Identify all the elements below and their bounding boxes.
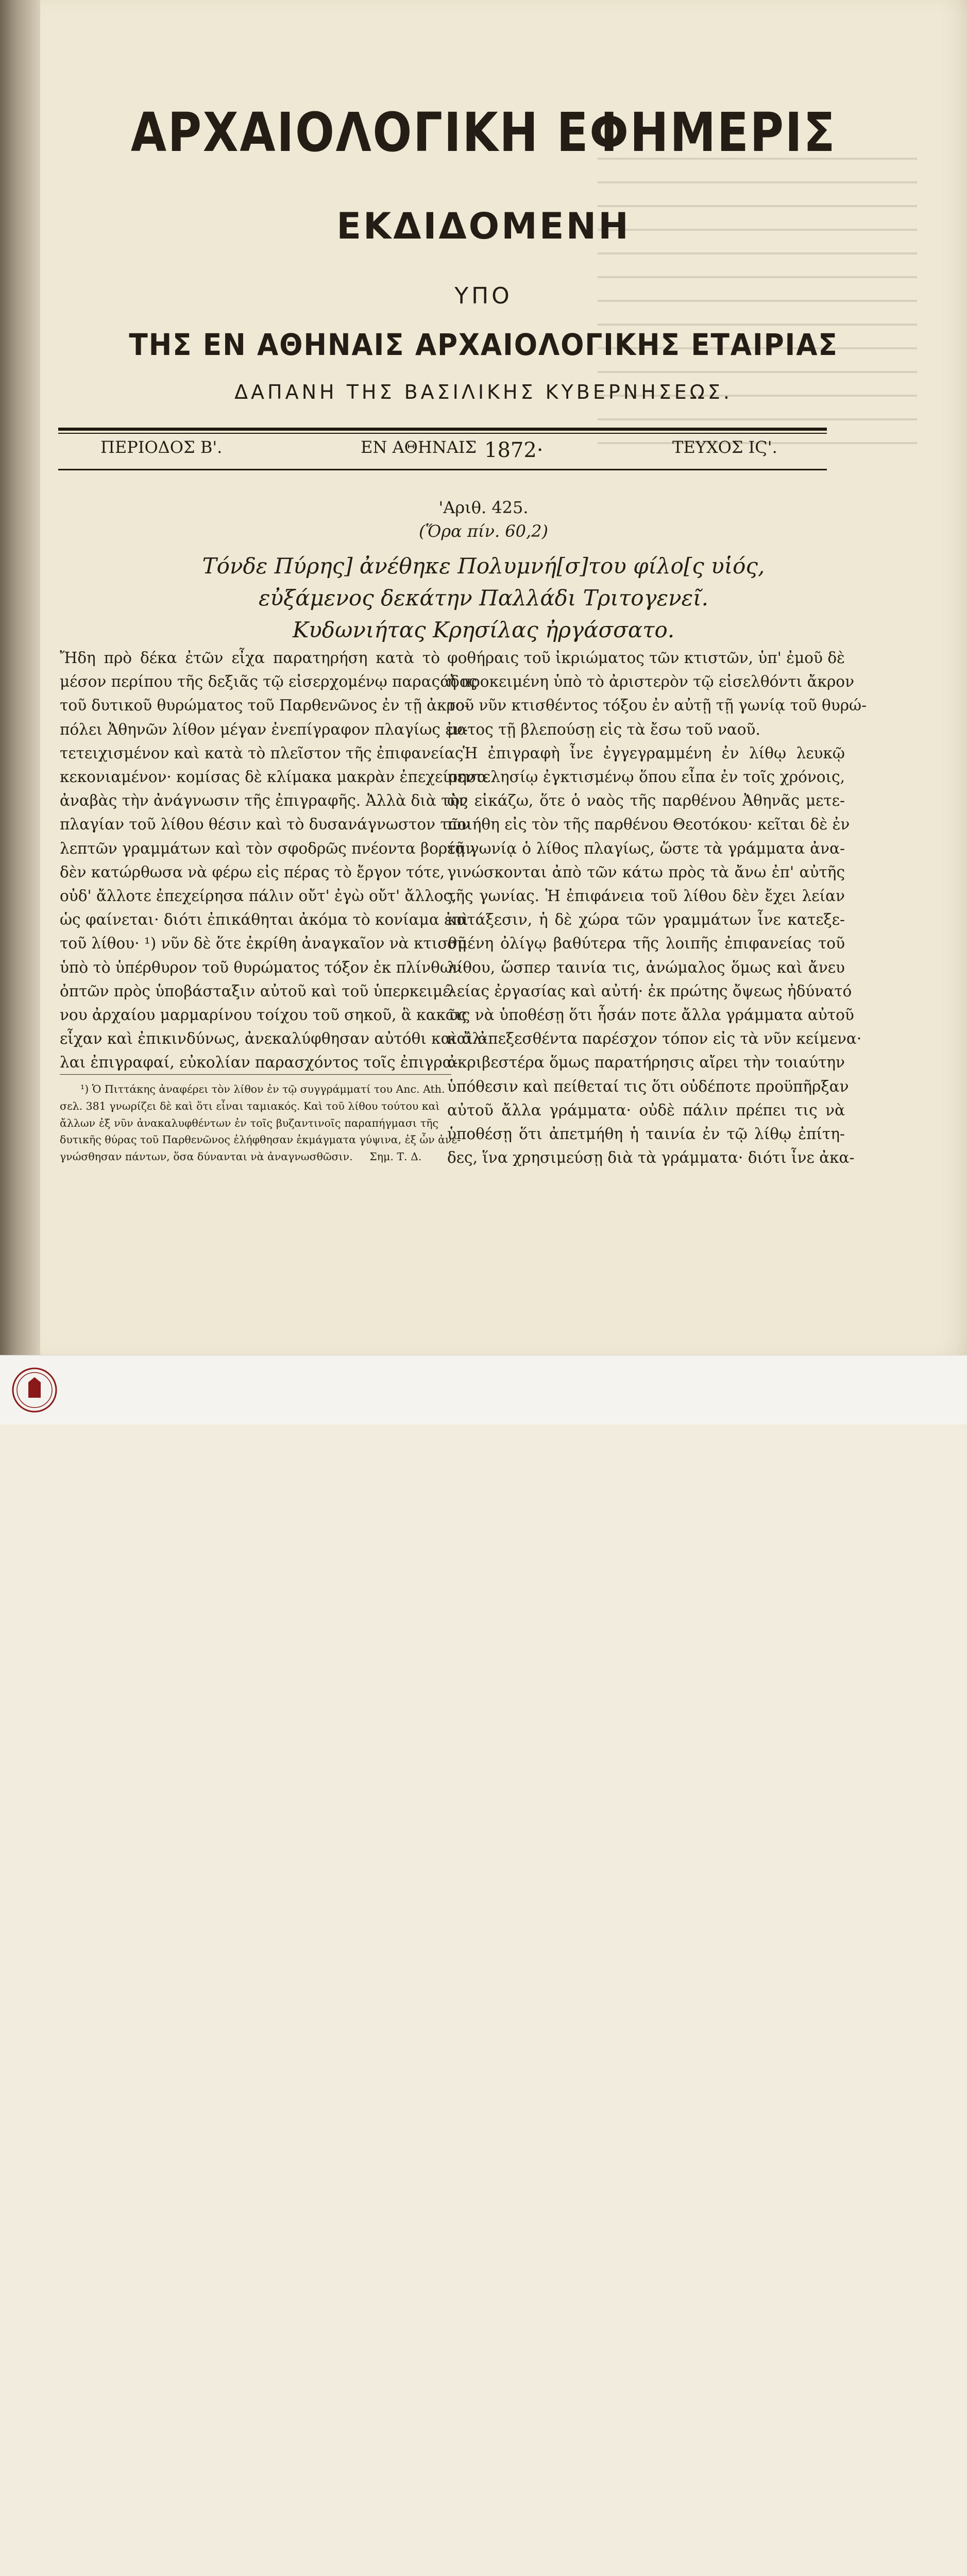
text-line: κατάξεσιν, ἡ δὲ χώρα τῶν γραμμάτων ἶνε κατεξε- — [447, 911, 845, 929]
text-line: δες, ἵνα χρησιμεύσῃ διὰ τὰ γράμματα· διότι ἶνε ἀκα- — [447, 1149, 855, 1167]
masthead-rule-bottom — [58, 469, 827, 470]
footnote — [60, 1081, 461, 1165]
text-line: ἀκριβεστέρα ὅμως παρατήρησις αἴρει τὴν τοιαύτην — [447, 1054, 845, 1072]
footnote-line: ¹) Ὁ Πιττάκης ἀναφέρει τὸν λίθον ἐν τῷ συγγράμματί του Anc. Ath. — [80, 1083, 445, 1095]
text-line: πεντελησίῳ ἐγκτισμένῳ ὅπου εἶπα ἐν τοῖς χρόνοις, — [447, 768, 845, 786]
text-line: ποιήθη εἰς τὸν τῆς παρθένου Θεοτόκου· κεῖται δὲ ἐν — [447, 816, 850, 834]
left-column — [60, 646, 487, 1075]
journal-subtitle: ΕΚΔΙΔΟΜΕΝΗ — [336, 205, 631, 247]
right-column — [447, 646, 867, 1170]
text-line: ὑπὸ τὸ ὑπέρθυρον τοῦ θυρώματος τόξον ἐκ πλίνθων — [60, 958, 462, 976]
plate-reference: (Ὅρα πίν. 60,2) — [418, 521, 549, 541]
text-line: ὡς φαίνεται· διότι ἐπικάθηται ἀκόμα τὸ κονίαμα ἐπὶ — [60, 911, 468, 929]
by-line: ΥΠΟ — [454, 283, 513, 309]
footnote-line: ἄλλων ἐξ νῦν ἀνακαλυφθέντων ἐν τοῖς βυζαντινοῖς παραπήγμασι τῆς — [60, 1116, 438, 1129]
text-line: λεπτῶν γραμμάτων καὶ τὸν σφοδρῶς πνέοντα βορέαν — [60, 839, 475, 857]
society-name: ΤΗΣ ΕΝ ΑΘΗΝΑΙΣ ΑΡΧΑΙΟΛΟΓΙΚΗΣ ΕΤΑΙΡΙΑΣ — [129, 327, 838, 362]
text-line: Ἤδη πρὸ δέκα ἐτῶν εἶχα παρατηρήση κατὰ τὸ — [60, 649, 440, 667]
text-line: ἡ προκειμένη ὑπὸ τὸ ἀριστερὸν τῷ εἰσελθόντι ἄκρον — [447, 673, 855, 691]
inscription-line: Τόνδε Πύρης] ἀνέθηκε Πολυμνή[σ]του φίλο[ς υἱός, — [202, 553, 765, 579]
text-line: τετειχισμένον καὶ κατὰ τὸ πλεῖστον τῆς ἐπιφανείας — [60, 744, 464, 762]
text-line: λαι ἐπιγραφαί, εὐκολίαν παρασχόντος τοῖς ἐπιγρα- — [60, 1054, 458, 1072]
text-line: ὡς εἰκάζω, ὅτε ὁ ναὸς τῆς παρθένου Ἀθηνᾶς μετε- — [447, 792, 845, 810]
footnote-rule — [60, 1074, 451, 1075]
article-number: 'Αριθ. 425. — [438, 498, 529, 517]
text-line: δὲν κατώρθωσα νὰ φέρω εἰς πέρας τὸ ἔργον τότε, — [60, 863, 445, 881]
text-line: Ἡ ἐπιγραφὴ ἶνε ἐγγεγραμμένη ἐν λίθῳ λευκῷ — [463, 744, 845, 762]
footnote-line: σελ. 381 γνωρίζει δὲ καὶ ὅτι εἶναι ταμιακός. Καὶ τοῦ λίθου τούτου καὶ — [60, 1099, 440, 1112]
text-line: ὑποθέσῃ ὅτι ἀπετμήθη ἡ ταινία ἐν τῷ λίθῳ ἐπίτη- — [447, 1125, 845, 1143]
footnote-line: γνώσθησαν πάντων, ὅσα δύνανται νὰ ἀναγνωσθῶσιν. Σημ. Τ. Δ. — [60, 1150, 422, 1163]
text-line: ματος τῇ βλεπούσῃ εἰς τὰ ἔσω τοῦ ναοῦ. — [447, 720, 760, 738]
text-line: μέσον περίπου τῆς δεξιᾶς τῷ εἰσερχομένῳ παραςάδος — [60, 673, 478, 691]
binding-edge — [0, 0, 40, 1355]
masthead-rule-top-thin — [58, 433, 827, 434]
expense-line: ΔΑΠΑΝΗ ΤΗΣ ΒΑΣΙΛΙΚΗΣ ΚΥΒΕΡΝΗΣΕΩΣ. — [234, 381, 733, 403]
text-line: αὐτοῦ ἄλλα γράμματα· οὐδὲ πάλιν πρέπει τις νὰ — [447, 1101, 845, 1119]
masthead-rule-top — [58, 428, 827, 431]
issue-label: ΤΕΥΧΟΣ ΙϚ'. — [672, 437, 777, 457]
text-line: πόλει Ἀθηνῶν λίθον μέγαν ἐνεπίγραφον πλαγίως ἐν- — [60, 720, 468, 738]
text-line: τοῦ λίθου· ¹) νῦν δὲ ὅτε ἐκρίθη ἀναγκαῖον νὰ κτισθῇ — [60, 935, 466, 953]
text-line: κεκονιαμένον· κομίσας δὲ κλίμακα μακρὰν ἐπεχείρησα — [60, 768, 487, 786]
place-label: ΕΝ ΑΘΗΝΑΙΣ — [361, 437, 477, 457]
text-line: πλαγίαν τοῦ λίθου θέσιν καὶ τὸ δυσανάγνωστον τῶν — [60, 816, 470, 834]
text-line: σμένη ὀλίγῳ βαθύτερα τῆς λοιπῆς ἐπιφανείας τοῦ — [447, 935, 845, 953]
text-line: γινώσκονται ἀπὸ τῶν κάτω πρὸς τὰ ἄνω ἐπ' αὐτῆς — [447, 863, 845, 881]
text-line: λείας ἐργασίας καὶ αὐτή· ἐκ πρώτης ὄψεως ἠδύνατό — [447, 982, 852, 1000]
text-line: νου ἀρχαίου μαρμαρίνου τοίχου τοῦ σηκοῦ, ἃ κακῶς — [60, 1006, 467, 1024]
inscription-line: εὐξάμενος δεκάτην Παλλάδι Τριτογενεῖ. — [258, 585, 709, 611]
text-line: ἀναβὰς τὴν ἀνάγνωσιν τῆς ἐπιγραφῆς. Ἀλλὰ διὰ τὴν — [60, 792, 468, 810]
text-line: οὐδ' ἄλλοτε ἐπεχείρησα πάλιν οὔτ' ἐγὼ οὔτ' ἄλλος, — [60, 887, 457, 905]
period-label: ΠΕΡΙΟΔΟΣ Β'. — [100, 437, 223, 457]
year-label: 1872· — [484, 438, 544, 462]
text-line: λίθου, ὥσπερ ταινία τις, ἀνώμαλος ὅμως καὶ ἄνευ — [447, 958, 845, 976]
text-line: τις νὰ ὑποθέσῃ ὅτι ἦσάν ποτε ἄλλα γράμματα αὐτοῦ — [447, 1006, 854, 1024]
inscription-line: Κυδωνιήτας Κρησίλας ἠργάσσατο. — [292, 617, 675, 642]
university-seal-icon — [11, 1367, 58, 1413]
text-line: ὑπόθεσιν καὶ πείθεταί τις ὅτι οὐδέποτε προϋπῆρξαν — [447, 1077, 849, 1095]
text-line: φοθήραις τοῦ ἰκριώματος τῶν κτιστῶν, ὑπ' ἐμοῦ δὲ — [447, 649, 845, 667]
text-line: εἶχαν καὶ ἐπικινδύνως, ἀνεκαλύφθησαν αὐτόθι καὶ ἄλ- — [60, 1030, 487, 1048]
text-line: τοῦ νῦν κτισθέντος τόξου ἐν αὐτῇ τῇ γωνίᾳ τοῦ θυρώ- — [447, 697, 867, 715]
footnote-line: δυτικῆς θύρας τοῦ Παρθενῶνος ἐλήφθησαν ἐκμάγματα γύψινα, ἐξ ὧν ἀνε- — [60, 1133, 461, 1146]
text-line: τοῦ δυτικοῦ θυρώματος τοῦ Παρθενῶνος ἐν τῇ ἀκρο- — [60, 697, 470, 715]
text-line: τῆς γωνίας. Ἡ ἐπιφάνεια τοῦ λίθου δὲν ἔχει λείαν — [447, 887, 845, 905]
viewer-footer — [0, 1355, 967, 1425]
text-line: καὶ ἀπεξεσθέντα παρέσχον τόπον εἰς τὰ νῦν κείμενα· — [447, 1030, 862, 1048]
journal-title: ΑΡΧΑΙΟΛΟΓΙΚΗ ΕΦΗΜΕΡΙΣ — [130, 101, 837, 164]
text-line: τῇ γωνίᾳ ὁ λίθος πλαγίως, ὥστε τὰ γράμματα ἀνα- — [447, 839, 845, 857]
text-line: ὀπτῶν πρὸς ὑποβάσταξιν αὐτοῦ καὶ τοῦ ὑπερκειμέ- — [60, 982, 456, 1000]
